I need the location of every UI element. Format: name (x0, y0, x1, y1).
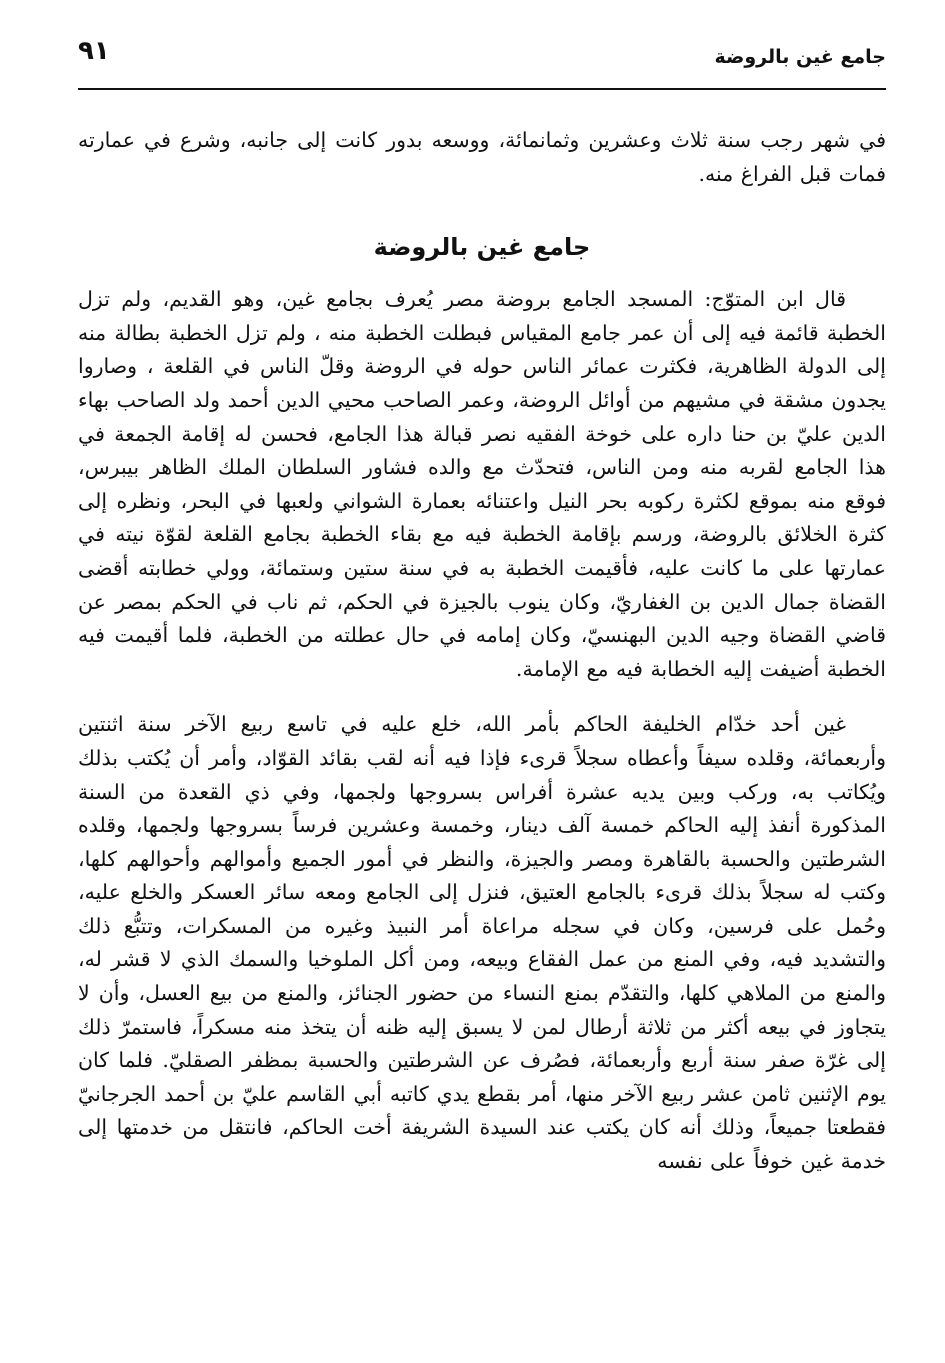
page-number: ٩١ (78, 36, 110, 66)
section-title: جامع غين بالروضة (373, 233, 591, 262)
continuation-paragraph: في شهر رجب سنة ثلاث وعشرين وثمانمائة، ووسعه بدور كانت إلى جانبه، وشرع في عمارته فمات قبل الفراغ منه. (78, 128, 886, 186)
paragraph-ibn-mutawwaj: قال ابن المتوّج: المسجد الجامع بروضة مصر يُعرف بجامع غين، وهو القديم، ولم تزل الخطبة قائمة فيه إلى أن عمر جامع المقياس فبطلت الخطبة منه ، ولم تزل الخطبة بطالة منه إلى الدولة الظاهرية، فكثرت عمائر الناس حوله في الروضة وقلّ الناس في القلعة ، وصاروا يجدون مشقة في مشيهم من أوائل الروضة، وعمر الصاحب محيي الدين أحمد ولد الصاحب بهاء الدين عليّ بن حنا داره على خوخة الفقيه نصر قبالة هذا الجامع، فحسن له إقامة الجمعة في هذا الجامع لقربه منه ومن الناس، فتحدّث مع والده فشاور السلطان الملك الظاهر بيبرس، فوقع منه بموقع لكثرة ركوبه بحر النيل واعتنائه بعمارة الشواني ولعبها في البحر، ونظره إلى كثرة الخلائق بالروضة، ورسم بإقامة الخطبة فيه مع بقاء الخطبة بجامع القلعة لقوّة نيته في عمارتها على ما كانت عليه، فأقيمت الخطبة به في سنة ستين وستمائة، وولي خطابته أقضى القضاة جمال الدين بن الغفاريّ، وكان ينوب بالجيزة في الحكم، ثم ناب في الحكم بمصر عن قاضي القضاة وجيه الدين البهنسيّ، وكان إمامه في حال عطلته من الخطبة، فلما أقيمت فيه الخطبة أضيفت إليه الخطابة فيه مع الإمامة. (78, 287, 886, 681)
book-page (78, 30, 886, 1179)
running-header (78, 30, 886, 90)
running-title: جامع غين بالروضة (714, 46, 886, 68)
paragraph-ghayn-biography: غين أحد خدّام الخليفة الحاكم بأمر الله، خلع عليه في تاسع ربيع الآخر سنة اثنتين وأربعمائة، وقلده سيفاً وأعطاه سجلاً قرىء فإذا فيه أنه لقب بقائد القوّاد، وأمر أن يُكتب بذلك ويُكاتب به، وركب وبين يديه عشرة أفراس بسروجها ولجمها، وفي ذي القعدة من السنة المذكورة أنفذ إليه الحاكم خمسة آلف دينار، وخمسة وعشرين فرساً بسروجها ولجمها، وقلده الشرطتين والحسبة بالقاهرة ومصر والجيزة، والنظر في أمور الجميع وأموالهم وأحوالهم كلها، وكتب له سجلاً بذلك قرىء بالجامع العتيق، فنزل إلى الجامع ومعه سائر العسكر والخلع عليه، وحُمل على فرسين، وكان في سجله مراعاة أمر النبيذ وغيره من المسكرات، وتتبُّع ذلك والتشديد فيه، وفي المنع من عمل الفقاع وبيعه، ومن أكل الملوخيا والسمك الذي لا قشر له، والمنع من الملاهي كلها، والتقدّم بمنع النساء من حضور الجنائز، والمنع من بيع العسل، وأن لا يتجاوز في بيعه أكثر من ثلاثة أرطال لمن لا يسبق إليه ظنه أن يتخذ منه مسكراً، فاستمرّ ذلك إلى غرّة صفر سنة أربع وأربعمائة، فصُرف عن الشرطتين والحسبة بمظفر الصقليّ. فلما كان يوم الإثنين ثامن عشر ربيع الآخر منها، أمر بقطع يدي كاتبه أبي القاسم عليّ بن أحمد الجرجانيّ فقطعتا جميعاً، وذلك أنه كان يكتب عند السيدة الشريفة أخت الحاكم، فانتقل من خدمتها إلى خدمة غين خوفاً على نفسه (78, 712, 886, 1174)
